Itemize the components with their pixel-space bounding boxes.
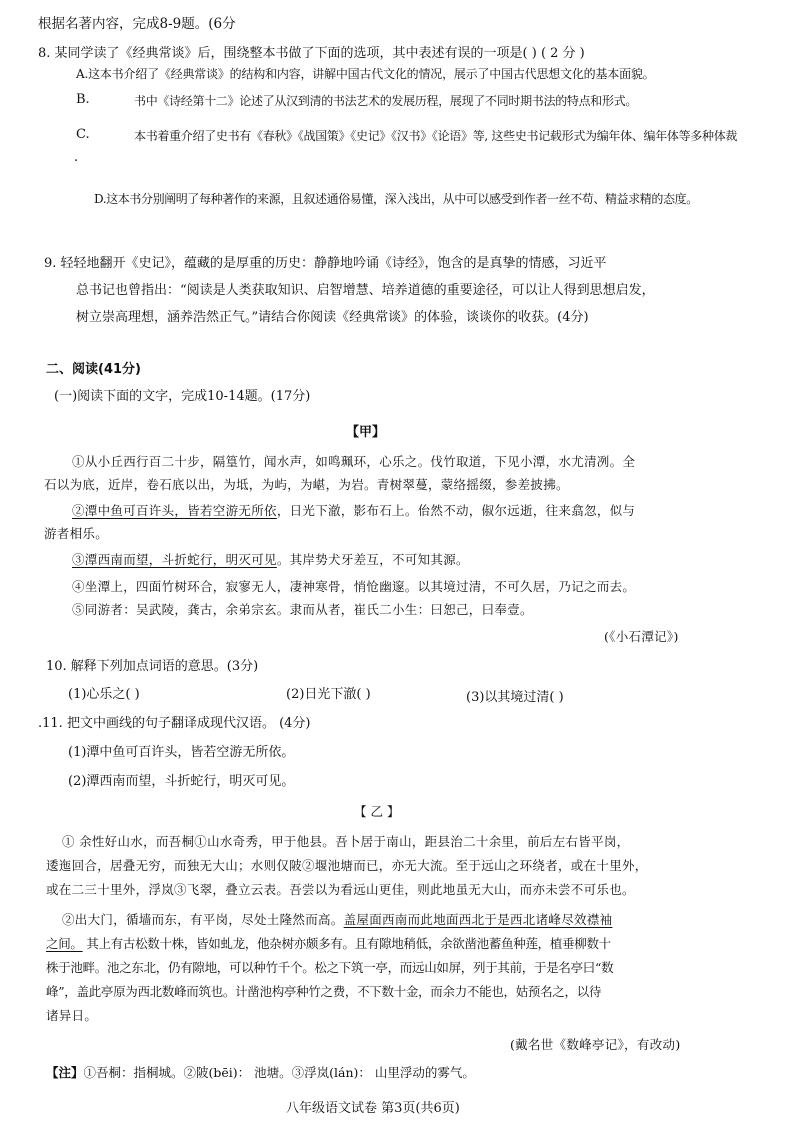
q9-line-1: 9. 轻轻地翻开《史记》，蕴藏的是厚重的历史：静静地吟诵《诗经》，饱含的是真挚的情感，习近平	[44, 256, 607, 271]
q10-stem: 10. 解释下列加点词语的意思。(3分)	[46, 659, 259, 674]
footnote	[46, 1063, 475, 1081]
jia-underlined-sentence-2: ③潭西南而望，斗折蛇行，明灭可见	[72, 552, 277, 567]
passage-yi-title: 【 乙 】	[354, 804, 400, 819]
yi-paragraph-2b	[46, 934, 611, 952]
jia-paragraph-3	[72, 550, 469, 568]
yi-paragraph-2a-start: ②出大门，循墙而东，有平岗，尽处土隆然而高。	[62, 912, 344, 927]
q11-sentence-2: (2)潭西南而望，斗折蛇行，明灭可见。	[68, 774, 295, 789]
yi-paragraph-2a	[62, 910, 612, 928]
q10-item-3: (3)以其境过清( )	[466, 690, 564, 705]
jia-paragraph-2b: 游者相乐。	[44, 526, 109, 541]
section-2-subtitle: (一)阅读下面的文字，完成10-14题。(17分)	[54, 389, 311, 404]
jia-underlined-sentence-1: ②潭中鱼可百许头，皆若空游无所依	[72, 503, 277, 518]
passage-jia-title: 【甲】	[346, 425, 386, 440]
jia-paragraph-1b: 石以为底，近岸，卷石底以出，为坻，为屿，为嵁，为岩。青树翠蔓，蒙络摇缀，参差披拂。	[44, 477, 569, 492]
q11-sentence-1: (1)潭中鱼可百许头，皆若空游无所依。	[68, 745, 295, 760]
q9-line-3: 树立崇高理想，涵养浩然正气。”请结合你阅读《经典常谈》的体验，谈谈你的收获。(4分)	[76, 310, 589, 325]
yi-paragraph-2d: 峰”，盖此亭原为西北数峰而筑也。计凿池构亭种竹之费，不下数十金，而余力不能也，姑预名之，以待	[46, 984, 602, 999]
yi-paragraph-1c: 或在二三十里外，浮岚③飞翠，叠立云表。吾尝以为看远山更佳，则此地虽无大山，而亦未尝不可乐也。	[46, 882, 635, 897]
q8-option-b: 书中《诗经第十二》论述了从汉到清的书法艺术的发展历程，展现了不同时期书法的特点和形式。	[134, 94, 638, 108]
jia-source: (《小石潭记》)	[604, 629, 679, 644]
yi-paragraph-1a: ① 余性好山水，而吾桐①山水奇秀，甲于他县。吾卜居于南山，距县治二十余里，前后左右皆平岗，	[62, 834, 630, 849]
q8-stem: 8. 某同学读了《经典常谈》后，围绕整本书做了下面的选项，其中表述有误的一项是( ) ( 2 分 )	[38, 46, 585, 61]
jia-paragraph-4: ④坐潭上，四面竹树环合，寂寥无人，凄神寒骨，悄怆幽邃。以其境过清，不可久居，乃记之而去。	[72, 579, 636, 594]
page-footer: 八年级语文试卷 第3页(共6页)	[286, 1101, 460, 1116]
yi-paragraph-1b: 逶迤回合，居叠无穷，而独无大山；水则仅陂②堰池塘而已，亦无大流。至于远山之环绕者，或在十里外，	[46, 858, 648, 873]
q8-option-c-dot: .	[74, 150, 79, 165]
yi-paragraph-2e: 诸异日。	[46, 1008, 98, 1023]
yi-underlined-sentence-b: 之间。	[46, 936, 83, 951]
q8-option-c: 本书着重介绍了史书有《春秋》《战国策》《史记》《汉书》《论语》等, 这些史书记载形式为编年体、编年体等多种体裁	[134, 129, 738, 143]
q8-option-a: A.这本书介绍了《经典常谈》的结构和内容，讲解中国古代文化的情况，展示了中国古代思想文化的基本面貌。	[76, 67, 655, 81]
q8-option-c-label: C.	[76, 127, 90, 142]
q8-option-b-label: B.	[76, 92, 90, 107]
q10-item-1: (1)心乐之( )	[68, 687, 140, 702]
footnote-text: ①吾桐：指桐城。②陂(bēi)： 池塘。③浮岚(lán)： 山里浮动的雾气。	[83, 1065, 475, 1080]
yi-paragraph-2b-rest: 其上有古松数十株，皆如虬龙，他杂树亦颇多有。且有隙地稍低，余欲凿池蓄鱼种莲，植垂柳数十	[82, 936, 611, 951]
jia-paragraph-1a: ①从小丘西行百二十步，隔篁竹，闻水声，如鸣珮环，心乐之。伐竹取道，下见小潭，水尤清冽。全	[72, 454, 636, 469]
jia-paragraph-5: ⑤同游者：吴武陵，龚古，余弟宗玄。隶而从者，崔氏二小生：曰恕己，曰奉壹。	[72, 602, 533, 617]
section-2-title: 二、阅读(41分)	[46, 362, 141, 377]
yi-underlined-sentence-a: 盖屋面西南而此地面西北于是西北诸峰尽效襟袖	[343, 912, 613, 927]
jia-paragraph-2a-rest: ，日光下澈，影布石上。佁然不动，俶尔远逝，往来翕忽，似与	[276, 503, 636, 518]
q10-item-2: (2)日光下澈( )	[286, 687, 371, 702]
q8-option-d: D.这本书分别阐明了每种著作的来源，且叙述通俗易懂，深入浅出，从中可以感受到作者一丝不苟、精益求精的态度。	[94, 192, 698, 206]
yi-source: (戴名世《数峰亭记》，有改动)	[510, 1037, 681, 1052]
yi-paragraph-2c: 株于池畔。池之东北，仍有隙地，可以种竹千个。松之下筑一亭，而远山如屏，列于其前，于是名亭曰“数	[46, 960, 614, 975]
section-intro: 根据名著内容，完成8-9题。(6分	[38, 16, 236, 32]
q11-stem: .11. 把文中画线的句子翻译成现代汉语。 (4分)	[38, 716, 311, 731]
footnote-label: 【注】	[46, 1065, 84, 1080]
q9-line-2: 总书记也曾指出：“阅读是人类获取知识、启智增慧、培养道德的重要途径，可以让人得到思想启发，	[76, 283, 655, 298]
jia-paragraph-3-rest: 。其岸势犬牙差互，不可知其源。	[276, 552, 469, 567]
jia-paragraph-2a	[72, 501, 635, 519]
